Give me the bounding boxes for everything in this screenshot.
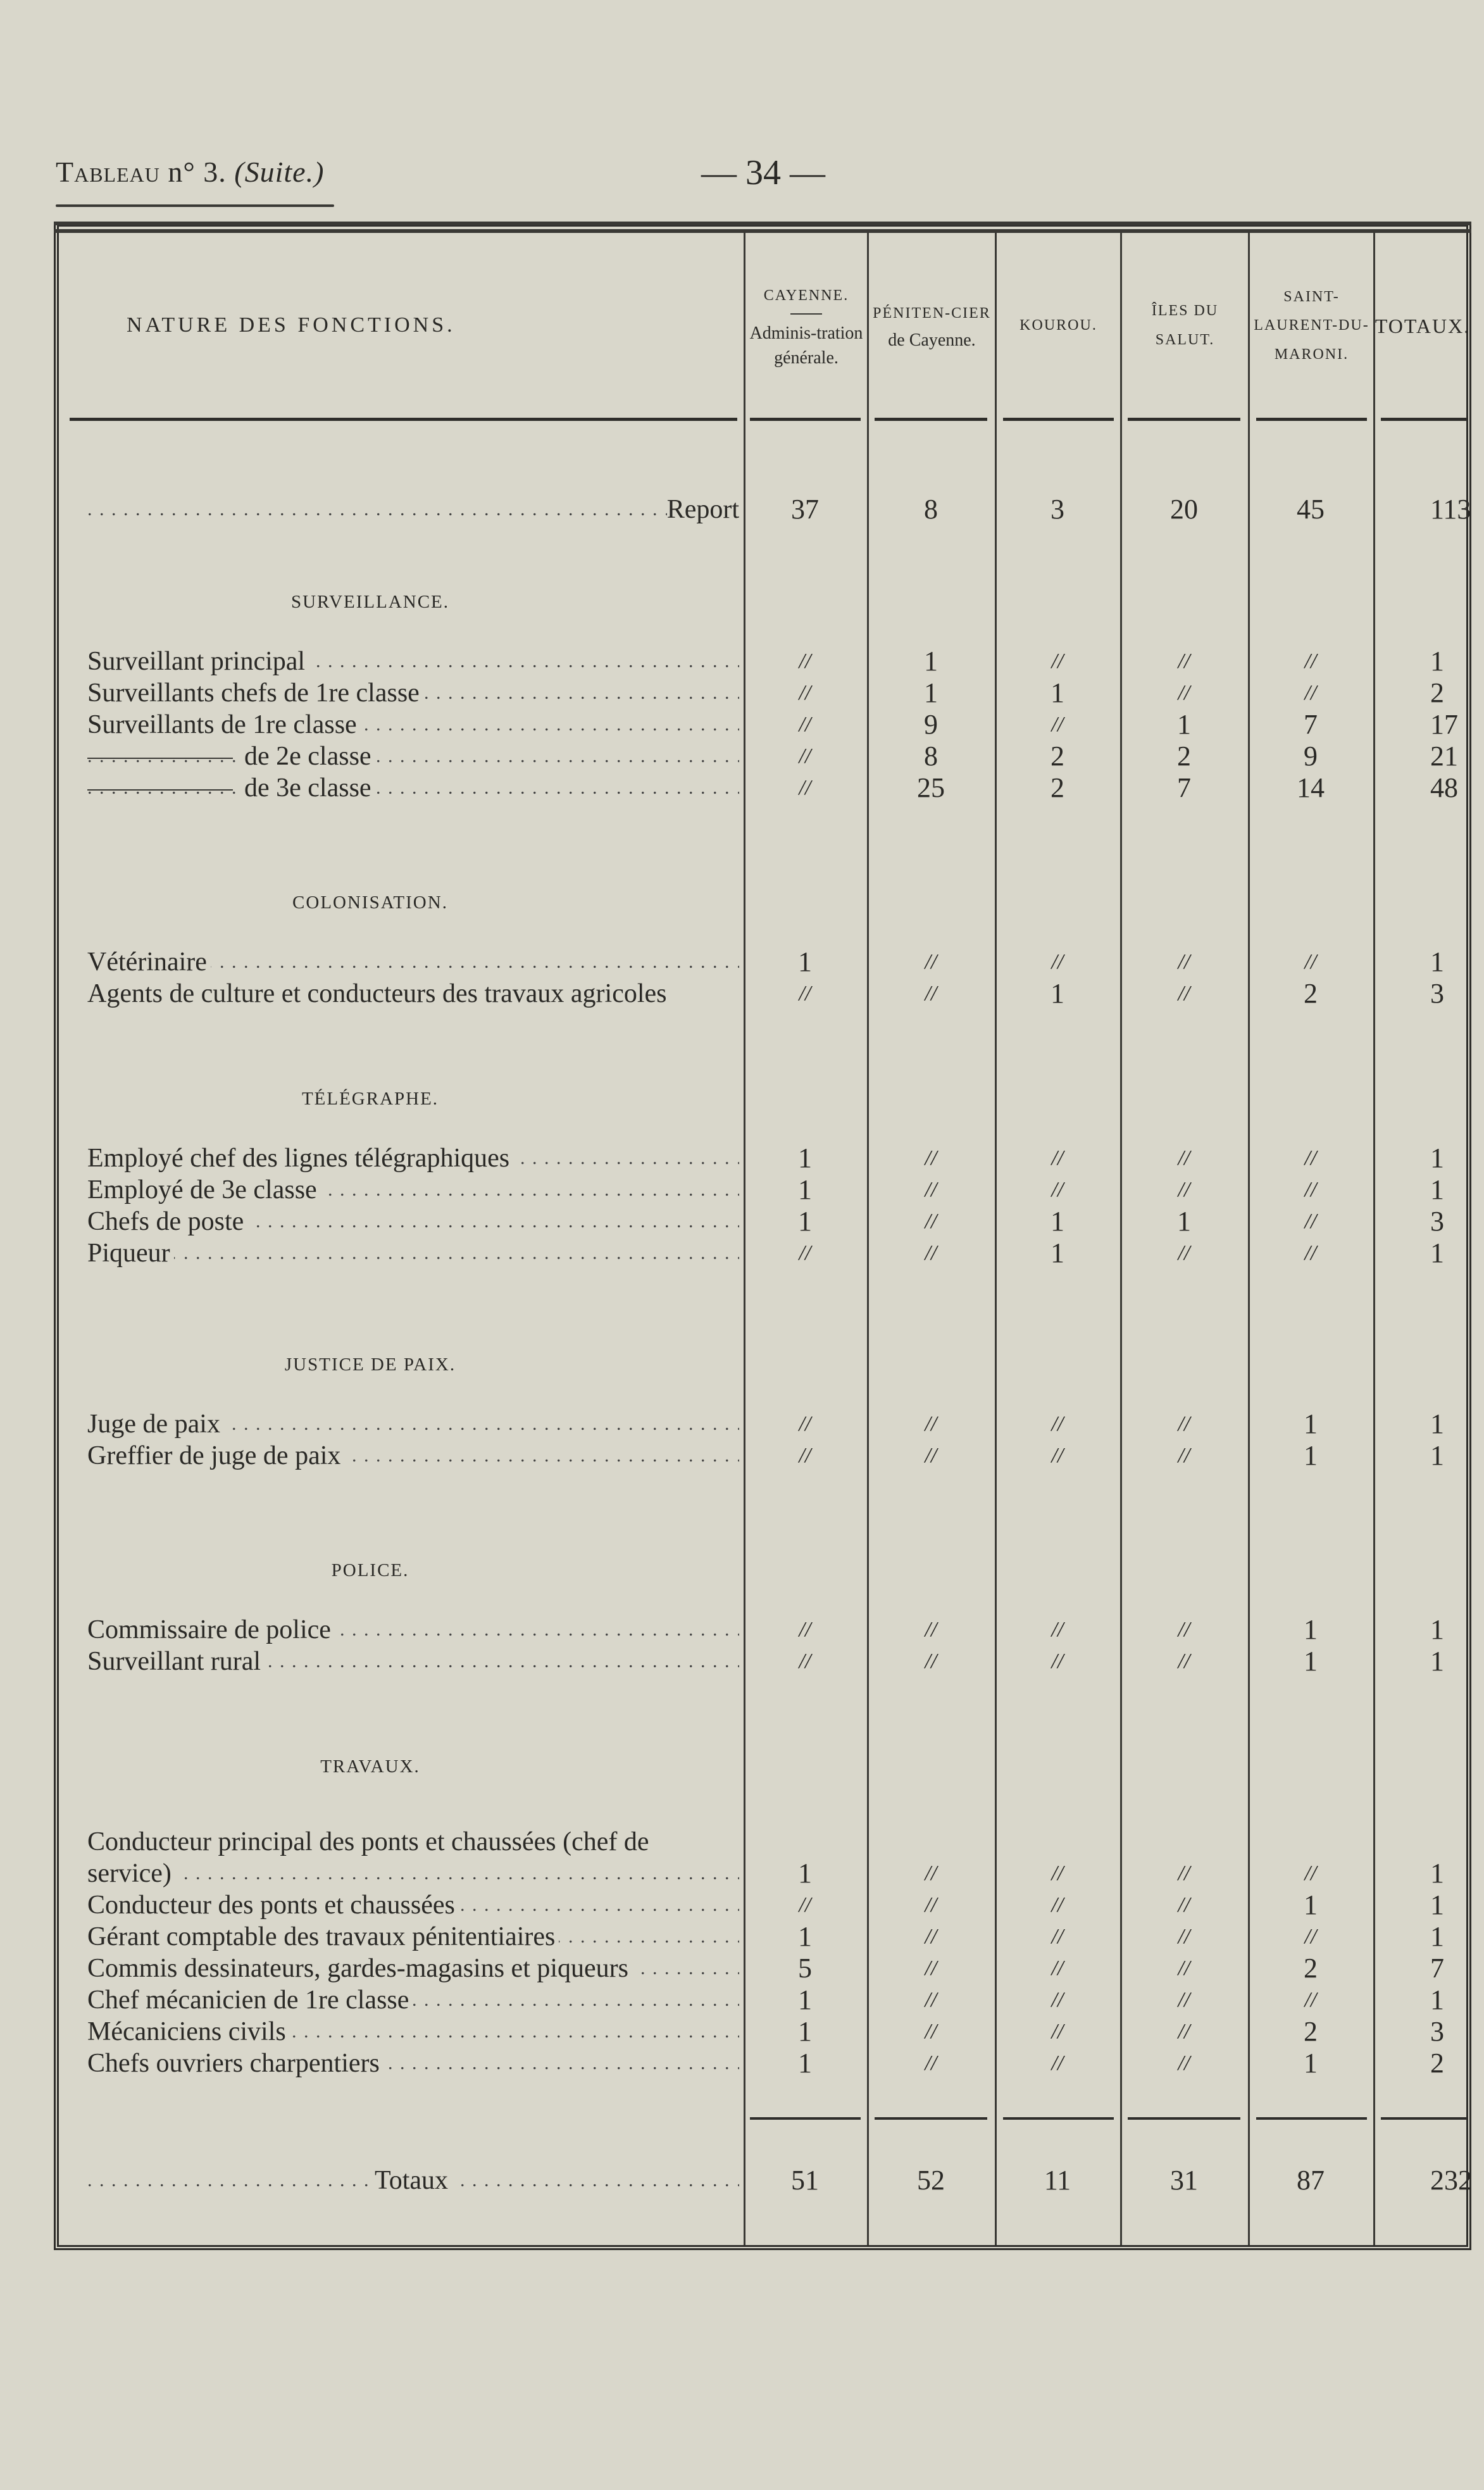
- row-total: 1: [1430, 1889, 1444, 1920]
- row-total: 1: [1430, 1614, 1444, 1645]
- value-cell: //: [925, 1861, 937, 1885]
- total-rule: [1128, 2117, 1240, 2120]
- header-underline: [750, 418, 861, 421]
- total-rule: [1256, 2117, 1367, 2120]
- value-cell: //: [1051, 713, 1064, 736]
- value-cell: 2: [1051, 741, 1064, 772]
- header-underline: [70, 418, 737, 421]
- column-separator: [867, 229, 869, 2245]
- row-label: de 2e classe: [244, 742, 375, 771]
- row-total: 3: [1430, 2016, 1444, 2047]
- value-cell: 87: [1297, 2165, 1325, 2196]
- value-cell: 2: [1304, 2016, 1318, 2047]
- value-cell: //: [1051, 1893, 1064, 1917]
- table-row: [87, 1858, 739, 1889]
- table-row: [87, 1953, 739, 1984]
- table-row: [87, 1826, 739, 1858]
- value-cell: 1: [924, 646, 938, 677]
- total-rule: [750, 2117, 861, 2120]
- value-cell: //: [1051, 649, 1064, 673]
- value-cell: //: [925, 1146, 937, 1170]
- value-cell: //: [799, 776, 811, 799]
- value-cell: //: [1178, 1618, 1190, 1641]
- page-header: [56, 155, 1429, 206]
- value-cell: //: [1178, 1988, 1190, 2011]
- value-cell: //: [1051, 1146, 1064, 1170]
- value-cell: //: [925, 1412, 937, 1436]
- value-cell: //: [925, 1649, 937, 1673]
- value-cell: 14: [1297, 772, 1325, 803]
- value-cell: 1: [1304, 2048, 1318, 2079]
- value-cell: //: [1051, 1178, 1064, 1201]
- value-cell: //: [1304, 649, 1317, 673]
- row-total: 1: [1430, 1174, 1444, 1205]
- value-cell: //: [1304, 950, 1317, 973]
- table-row: [87, 1440, 739, 1472]
- value-cell: //: [1051, 1649, 1064, 1673]
- value-cell: //: [799, 681, 811, 704]
- value-cell: //: [1304, 1861, 1317, 1885]
- row-total: 1: [1430, 946, 1444, 977]
- row-label: Employé chef des lignes télégraphiques: [87, 1144, 513, 1173]
- row-total: 3: [1430, 978, 1444, 1009]
- value-cell: 2: [1051, 772, 1064, 803]
- row-total: 1: [1430, 646, 1444, 677]
- table-row: [87, 646, 739, 677]
- table-row: [87, 978, 739, 1010]
- value-cell: //: [1178, 1241, 1190, 1265]
- totaux-header: TOTAUX.: [1375, 314, 1471, 337]
- row-label: Surveillant principal: [87, 647, 309, 676]
- kourou-header: KOUROU.: [1019, 317, 1097, 334]
- value-cell: 5: [798, 1953, 812, 1984]
- row-label: Surveillant rural: [87, 1647, 265, 1676]
- value-cell: //: [1178, 1444, 1190, 1467]
- value-cell: //: [925, 1444, 937, 1467]
- value-cell: 45: [1297, 494, 1325, 525]
- value-cell: //: [1178, 2020, 1190, 2043]
- value-cell: 8: [924, 494, 938, 525]
- value-cell: 25: [917, 772, 945, 803]
- row-label: Vétérinaire: [87, 948, 211, 977]
- value-cell: //: [1304, 1146, 1317, 1170]
- tableau-title: [56, 155, 324, 189]
- value-cell: //: [799, 1444, 811, 1467]
- table-row: [87, 2048, 739, 2079]
- total-rule: [1381, 2117, 1466, 2120]
- table-row: [87, 677, 739, 709]
- value-cell: //: [799, 1412, 811, 1436]
- value-cell: 1: [798, 1858, 812, 1889]
- header-rule: [56, 204, 334, 207]
- value-cell: //: [925, 1178, 937, 1201]
- tableau-prefix: Tableau: [56, 156, 160, 188]
- value-cell: 1: [798, 946, 812, 977]
- table-row: [87, 1174, 739, 1206]
- value-cell: 1: [798, 1142, 812, 1173]
- section-title: COLONISATION.: [292, 892, 448, 913]
- value-cell: //: [1178, 950, 1190, 973]
- value-cell: 1: [1304, 1889, 1318, 1920]
- header-dash: [790, 313, 822, 315]
- table-row: [87, 1984, 739, 2016]
- value-cell: //: [1304, 1210, 1317, 1233]
- row-total: 113: [1430, 494, 1471, 525]
- value-cell: //: [1051, 1956, 1064, 1980]
- row-label: service): [87, 1859, 175, 1888]
- value-cell: //: [1304, 1925, 1317, 1948]
- value-cell: //: [1178, 649, 1190, 673]
- row-label: de 3e classe: [244, 773, 375, 803]
- value-cell: //: [1178, 1178, 1190, 1201]
- table-row: [87, 946, 739, 978]
- value-cell: //: [799, 1241, 811, 1265]
- table-top-rule: [54, 222, 1471, 235]
- value-cell: //: [1304, 1988, 1317, 2011]
- value-cell: 1: [1304, 1408, 1318, 1439]
- value-cell: 1: [1051, 1237, 1064, 1268]
- value-cell: //: [799, 1649, 811, 1673]
- value-cell: //: [1178, 1146, 1190, 1170]
- section-title: JUSTICE DE PAIX.: [284, 1354, 456, 1375]
- column-separator: [744, 229, 745, 2245]
- row-total: 1: [1430, 1646, 1444, 1677]
- value-cell: //: [1051, 2020, 1064, 2043]
- table-row: [87, 1206, 739, 1237]
- value-cell: //: [799, 1893, 811, 1917]
- value-cell: 1: [798, 1921, 812, 1952]
- value-cell: //: [925, 1956, 937, 1980]
- row-total: 1: [1430, 1440, 1444, 1471]
- page-number: — 34 —: [701, 153, 825, 192]
- value-cell: 1: [1051, 1206, 1064, 1237]
- value-cell: //: [925, 1618, 937, 1641]
- section-title: SURVEILLANCE.: [290, 592, 450, 612]
- value-cell: //: [1178, 1956, 1190, 1980]
- value-cell: //: [1051, 2051, 1064, 2075]
- value-cell: //: [1051, 1412, 1064, 1436]
- value-cell: 20: [1170, 494, 1198, 525]
- penitencier-title: PÉNITEN-CIER: [873, 304, 991, 322]
- nature-header: NATURE DES FONCTIONS.: [127, 313, 456, 337]
- table-row: [87, 1646, 739, 1677]
- value-cell: 1: [798, 1174, 812, 1205]
- row-total: 1: [1430, 1142, 1444, 1173]
- value-cell: //: [799, 744, 811, 768]
- tableau-number: n° 3.: [168, 156, 227, 188]
- row-label: Report: [666, 495, 739, 524]
- value-cell: //: [925, 2051, 937, 2075]
- section-title: TÉLÉGRAPHE.: [301, 1089, 439, 1109]
- value-cell: 8: [924, 741, 938, 772]
- row-label: Conducteur principal des ponts et chaussées (chef de: [87, 1827, 653, 1856]
- value-cell: //: [799, 649, 811, 673]
- table-row: [87, 709, 739, 741]
- value-cell: 1: [798, 2016, 812, 2047]
- row-total: 1: [1430, 1984, 1444, 2015]
- ditto-dash: [87, 758, 233, 759]
- row-label: Totaux: [375, 2166, 452, 2195]
- value-cell: 7: [1177, 772, 1191, 803]
- saint-laurent-header: SAINT-LAURENT-DU-MARONI.: [1254, 288, 1369, 363]
- value-cell: 1: [1304, 1614, 1318, 1645]
- value-cell: //: [1178, 982, 1190, 1005]
- value-cell: 52: [917, 2165, 945, 2196]
- value-cell: //: [1304, 681, 1317, 704]
- value-cell: //: [925, 1241, 937, 1265]
- value-cell: 2: [1304, 1953, 1318, 1984]
- value-cell: //: [925, 1988, 937, 2011]
- iles-header: ÎLES DU SALUT.: [1151, 303, 1219, 348]
- value-cell: //: [1178, 681, 1190, 704]
- value-cell: 9: [924, 709, 938, 740]
- header-underline: [875, 418, 987, 421]
- row-label: Surveillants de 1re classe: [87, 710, 361, 739]
- value-cell: 1: [798, 2048, 812, 2079]
- value-cell: 7: [1304, 709, 1318, 740]
- row-total: 7: [1430, 1953, 1444, 1984]
- value-cell: 3: [1051, 494, 1064, 525]
- value-cell: //: [799, 713, 811, 736]
- value-cell: //: [1304, 1178, 1317, 1201]
- table-row: [87, 494, 739, 525]
- value-cell: //: [925, 1893, 937, 1917]
- row-label: Chefs de poste: [87, 1207, 247, 1236]
- penitencier-header: [869, 247, 995, 405]
- value-cell: //: [1178, 1925, 1190, 1948]
- cayenne-header: [745, 247, 867, 405]
- value-cell: 2: [1177, 741, 1191, 772]
- penitencier-subtitle: de Cayenne.: [888, 330, 976, 351]
- table-row: [87, 1142, 739, 1174]
- value-cell: //: [1051, 1861, 1064, 1885]
- row-label: Commissaire de police: [87, 1615, 335, 1644]
- value-cell: 31: [1170, 2165, 1198, 2196]
- value-cell: 1: [1051, 978, 1064, 1009]
- value-cell: //: [925, 950, 937, 973]
- value-cell: //: [1051, 950, 1064, 973]
- value-cell: 11: [1044, 2165, 1071, 2196]
- total-rule: [875, 2117, 987, 2120]
- column-separator: [1120, 229, 1122, 2245]
- table-row: [87, 1889, 739, 1921]
- header-underline: [1256, 418, 1367, 421]
- total-rule: [1003, 2117, 1114, 2120]
- value-cell: //: [1178, 1649, 1190, 1673]
- table-row: [87, 772, 739, 804]
- value-cell: //: [1178, 1893, 1190, 1917]
- value-cell: //: [925, 2020, 937, 2043]
- column-separator: [1248, 229, 1250, 2245]
- value-cell: 1: [1177, 709, 1191, 740]
- value-cell: //: [1178, 2051, 1190, 2075]
- value-cell: //: [1051, 1618, 1064, 1641]
- row-total: 48: [1430, 772, 1458, 803]
- row-label: Piqueur: [87, 1239, 174, 1268]
- section-title: TRAVAUX.: [320, 1756, 420, 1777]
- value-cell: 51: [791, 2165, 819, 2196]
- row-label: Chef mécanicien de 1re classe: [87, 1986, 413, 2015]
- cayenne-subtitle: Adminis-tration générale.: [749, 323, 863, 368]
- column-separator: [995, 229, 997, 2245]
- row-total: 2: [1430, 2048, 1444, 2079]
- cayenne-title: CAYENNE.: [763, 287, 849, 304]
- row-total: 1: [1430, 1237, 1444, 1268]
- row-total: 232: [1430, 2165, 1472, 2196]
- row-total: 17: [1430, 709, 1458, 740]
- value-cell: //: [925, 1925, 937, 1948]
- row-total: 3: [1430, 1206, 1444, 1237]
- value-cell: 9: [1304, 741, 1318, 772]
- row-label: Greffier de juge de paix: [87, 1441, 344, 1470]
- row-label: Agents de culture et conducteurs des travaux agricoles: [87, 979, 671, 1008]
- value-cell: 37: [791, 494, 819, 525]
- value-cell: //: [925, 982, 937, 1005]
- row-total: 1: [1430, 1858, 1444, 1889]
- value-cell: //: [1178, 1861, 1190, 1885]
- row-label: Commis dessinateurs, gardes-magasins et piqueurs: [87, 1954, 632, 1983]
- value-cell: 2: [1304, 978, 1318, 1009]
- value-cell: //: [925, 1210, 937, 1233]
- row-label: Mécaniciens civils: [87, 2017, 290, 2046]
- table-row: [87, 1614, 739, 1646]
- row-label: Conducteur des ponts et chaussées: [87, 1891, 459, 1920]
- row-total: 21: [1430, 741, 1458, 772]
- row-label: Gérant comptable des travaux pénitentiaires: [87, 1922, 559, 1951]
- column-separator: [1373, 229, 1375, 2245]
- section-title: POLICE.: [331, 1560, 409, 1580]
- header-underline: [1381, 418, 1466, 421]
- header-underline: [1128, 418, 1240, 421]
- row-label: Juge de paix: [87, 1410, 224, 1439]
- value-cell: //: [1051, 1444, 1064, 1467]
- row-total: 2: [1430, 677, 1444, 708]
- table-row: [87, 1921, 739, 1953]
- value-cell: 1: [1304, 1440, 1318, 1471]
- value-cell: //: [799, 982, 811, 1005]
- row-label: Chefs ouvriers charpentiers: [87, 2049, 383, 2078]
- ditto-dash: [87, 789, 233, 791]
- value-cell: //: [1051, 1925, 1064, 1948]
- row-total: 1: [1430, 1921, 1444, 1952]
- value-cell: 1: [924, 677, 938, 708]
- row-label: Employé de 3e classe: [87, 1175, 321, 1204]
- value-cell: //: [799, 1618, 811, 1641]
- table-row: [87, 1237, 739, 1269]
- value-cell: //: [1051, 1988, 1064, 2011]
- row-label: Surveillants chefs de 1re classe: [87, 679, 423, 708]
- value-cell: 1: [798, 1984, 812, 2015]
- value-cell: 1: [1304, 1646, 1318, 1677]
- value-cell: //: [1178, 1412, 1190, 1436]
- value-cell: 1: [1177, 1206, 1191, 1237]
- table-row: [87, 2016, 739, 2048]
- table-row: [87, 1408, 739, 1440]
- value-cell: //: [1304, 1241, 1317, 1265]
- value-cell: 1: [798, 1206, 812, 1237]
- header-underline: [1003, 418, 1114, 421]
- table-row: [87, 2165, 739, 2196]
- row-total: 1: [1430, 1408, 1444, 1439]
- tableau-suite: (Suite.): [234, 156, 325, 188]
- value-cell: 1: [1051, 677, 1064, 708]
- table-row: [87, 741, 739, 772]
